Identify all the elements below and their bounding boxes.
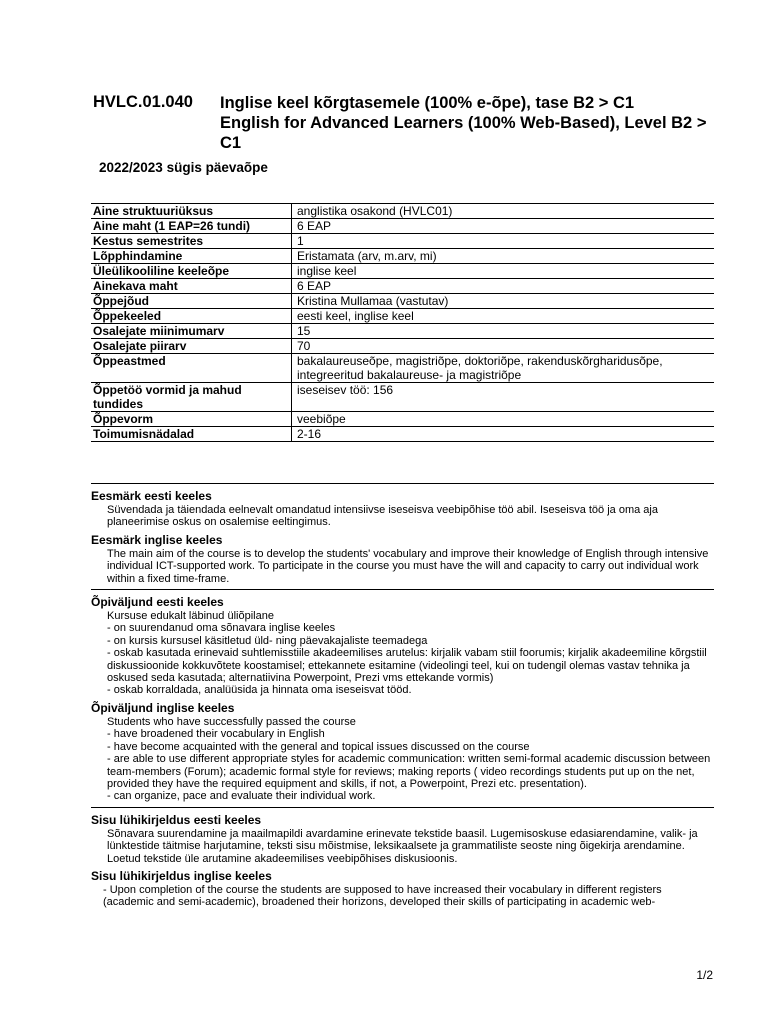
table-row — [91, 294, 714, 309]
table-row — [91, 412, 714, 427]
info-label: Aine maht (1 EAP=26 tundi) — [91, 219, 292, 234]
table-row — [91, 234, 714, 249]
info-value: Kristina Mullamaa (vastutav) — [292, 294, 715, 309]
info-label: Aine struktuuriüksus — [91, 204, 292, 219]
course-title-et: Inglise keel kõrgtasemele (100% e-õpe), tase B2 > C1 — [220, 94, 635, 112]
info-label: Üleülikooliline keeleõpe — [91, 264, 292, 279]
info-label: Osalejate piirarv — [91, 339, 292, 354]
course-info-table — [91, 203, 714, 442]
info-label: Õppetöö vormid ja mahud tundides — [91, 383, 292, 412]
table-row — [91, 354, 714, 383]
course-title-en: English for Advanced Learners (100% Web-Based), Level B2 > C1 — [220, 114, 707, 152]
section-goal-en — [91, 533, 714, 589]
list-item: - on kursis kursusel käsitletud üld- ning päevakajaliste teemadega — [107, 634, 428, 647]
table-row — [91, 279, 714, 294]
section-heading: Sisu lühikirjeldus eesti keeles — [91, 812, 262, 827]
info-label: Kestus semestrites — [91, 234, 292, 249]
table-row — [91, 219, 714, 234]
list-item: - are able to use different appropriate styles for academic communication: written semi-formal academic discussion between team-members (Forum); academic formal style for reviews; making reports ( video recordings students put up on the net, provided they have the required equipment and skills, if not, a Powerpoint, Prezi etc. presentation). — [107, 753, 714, 790]
info-value: eesti keel, inglise keel — [292, 309, 715, 324]
info-value: 15 — [292, 324, 715, 339]
section-outcomes-et — [91, 589, 714, 701]
section-text: Süvendada ja täiendada eelnevalt omandatud intensiivse iseseisva veebipõhise töö abil. Iseseisva töö ja oma aja planeerimise oskus on osalemise eeltingimus. — [107, 504, 658, 529]
section-text: - Upon completion of the course the students are supposed to have increased their vocabulary in different registers (academic and semi-academic), broadened their horizons, developed their skills of participating in academic web- — [103, 883, 662, 909]
course-sections — [91, 483, 714, 913]
section-summary-et — [91, 807, 714, 869]
list-item: Kursuse edukalt läbinud üliõpilane — [107, 610, 274, 623]
table-row — [91, 264, 714, 279]
semester-label: 2022/2023 sügis päevaõpe — [99, 160, 268, 175]
section-outcomes-en — [91, 701, 714, 807]
course-code: HVLC.01.040 — [93, 93, 193, 111]
list-item: Students who have successfully passed the course — [107, 715, 356, 728]
section-summary-en — [91, 869, 714, 913]
list-item: - have broadened their vocabulary in English — [107, 728, 325, 741]
section-text — [91, 610, 714, 701]
section-text: Sõnavara suurendamine ja maailmapildi avardamine erinevate tekstide baasil. Lugemisoskuse edasiarendamine, valik- ja lünktestide täitmise harjutamine, teksti sisu mõistmise, leksikaalsete ja grammatiliste seoste ning õigekirja arendamine. Loetud tekstide üle arutamine akadeemilises veebipõhises diskusioonis. — [107, 827, 698, 865]
section-text — [91, 716, 714, 807]
section-heading: Eesmärk eesti keeles — [91, 489, 212, 503]
course-title — [220, 93, 720, 153]
page-number: 1/2 — [696, 968, 713, 982]
table-row — [91, 309, 714, 324]
table-row — [91, 427, 714, 442]
info-label: Lõpphindamine — [91, 249, 292, 264]
table-row — [91, 204, 714, 219]
list-item: - can organize, pace and evaluate their individual work. — [107, 790, 376, 803]
section-text: The main aim of the course is to develop the students' vocabulary and improve their knowledge of English through intensive individual ICT-supported work. To participate in the course you must have the will and capacity to carry out individual work within a fixed time-frame. — [107, 547, 709, 585]
list-item: - oskab korraldada, analüüsida ja hinnata oma iseseisvat tööd. — [107, 684, 412, 697]
info-value: Eristamata (arv, m.arv, mi) — [292, 249, 715, 264]
info-label: Õppekeeled — [91, 309, 292, 324]
section-heading: Õpiväljund eesti keeles — [91, 595, 224, 610]
info-value: 1 — [292, 234, 715, 249]
info-value: 6 EAP — [292, 279, 715, 294]
info-value: inglise keel — [292, 264, 715, 279]
info-label: Õppevorm — [91, 412, 292, 427]
info-label: Õppejõud — [91, 294, 292, 309]
info-label: Ainekava maht — [91, 279, 292, 294]
section-heading: Eesmärk inglise keeles — [91, 532, 223, 547]
section-goal-et — [91, 483, 714, 533]
list-item: - have become acquainted with the general and topical issues discussed on the course — [107, 740, 530, 753]
info-value: iseseisev töö: 156 — [292, 383, 715, 412]
info-value: anglistika osakond (HVLC01) — [292, 204, 715, 219]
table-row — [91, 383, 714, 412]
list-item: - on suurendanud oma sõnavara inglise keeles — [107, 622, 336, 635]
table-row — [91, 339, 714, 354]
info-label: Toimumisnädalad — [91, 427, 292, 442]
info-value: 70 — [292, 339, 715, 354]
info-value: 6 EAP — [292, 219, 715, 234]
info-value: veebiõpe — [292, 412, 715, 427]
info-label: Osalejate miinimumarv — [91, 324, 292, 339]
list-item: - oskab kasutada erinevaid suhtlemisstiile akadeemilises arutelus: kirjalik vabam stiil foorumis; kirjalik akadeemiline kõrgstiil diskussioonide kokkuvõtete koostamisel; ettekannete esitamine (videolingi teel, kui on tudengil olemas vastav tehnika ja oskused seda kasutada; alternatiivina Powerpoint, Prezi vms ettekande vormis) — [107, 647, 710, 685]
info-value: 2-16 — [292, 427, 715, 442]
table-row — [91, 249, 714, 264]
section-heading: Õpiväljund inglise keeles — [91, 700, 235, 715]
table-row — [91, 324, 714, 339]
info-value: bakalaureuseõpe, magistriõpe, doktoriõpe, rakenduskõrgharidusõpe, integreeritud bakalaureuse- ja magistriõpe — [292, 354, 715, 383]
info-label: Õppeastmed — [91, 354, 292, 383]
section-heading: Sisu lühikirjeldus inglise keeles — [91, 868, 272, 883]
